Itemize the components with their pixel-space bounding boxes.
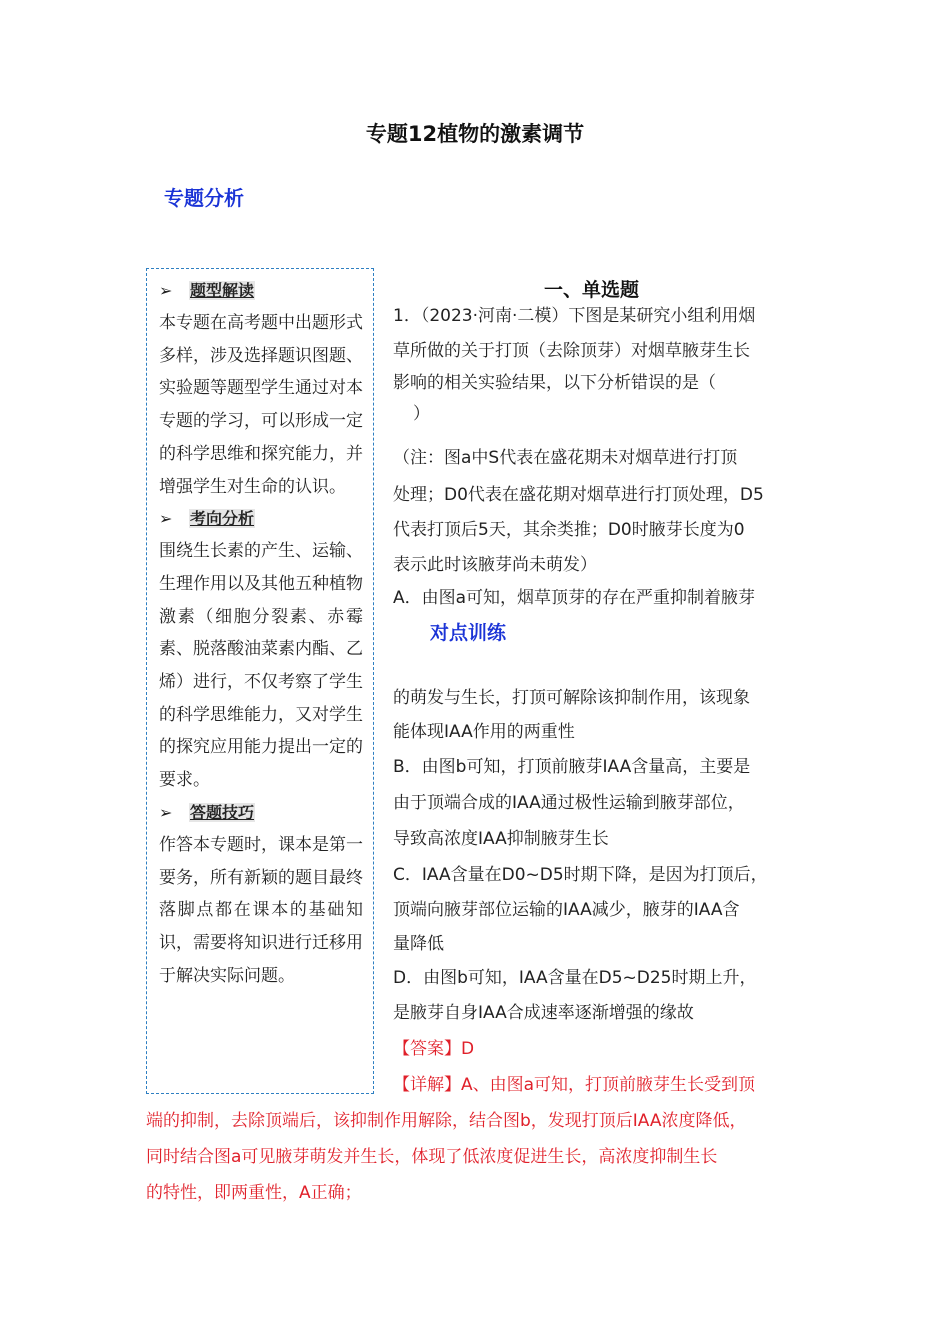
question-line: ）: [413, 404, 430, 424]
sidebar-body-exam-direction: 围绕生长素的产生、运输、生理作用以及其他五种植物激素（细胞分裂素、赤霉素、脱落酸油菜素内酯、乙烯）进行，不仅考察了学生的科学思维能力，又对学生的探究应用能力提出一定的要求。: [159, 541, 363, 791]
question-note-line: （注：图a中S代表在盛花期未对烟草进行打顶: [393, 448, 738, 468]
option-d-line: D．由图b可知，IAA含量在D5~D25时期上升，: [393, 968, 757, 988]
answer-line: 【答案】D: [393, 1039, 475, 1059]
option-a-line: A．由图a可知，烟草顶芽的存在严重抑制着腋芽: [393, 588, 756, 608]
sidebar-heading-label: 题型解读: [190, 281, 255, 300]
option-c-line: C．IAA含量在D0~D5时期下降，是因为打顶后，: [393, 865, 768, 885]
option-c-line: 顶端向腋芽部位运输的IAA减少，腋芽的IAA含: [393, 900, 740, 920]
arrow-bullet-icon: ➢: [159, 509, 173, 529]
detail-line: 端的抑制，去除顶端后，该抑制作用解除，结合图b，发现打顶后IAA浓度降低，: [146, 1111, 747, 1131]
sidebar-body-question-type: 本专题在高考题中出题形式多样，涉及选择题识图题、实验题等题型学生通过对本专题的学习，可以形成一定的科学思维和探究能力，并增强学生对生命的认识。: [159, 313, 363, 497]
question-note-line: 处理；D0代表在盛花期对烟草进行打顶处理，D5: [393, 485, 764, 505]
question-line: 1．（2023·河南·二模）下图是某研究小组利用烟: [393, 306, 756, 326]
question-line: 草所做的关于打顶（去除顶芽）对烟草腋芽生长: [393, 341, 750, 361]
option-c-line: 量降低: [393, 934, 444, 954]
question-note-line: 代表打顶后5天，其余类推；D0时腋芽长度为0: [393, 520, 745, 540]
practice-heading: 对点训练: [430, 622, 507, 644]
question-note-line: 表示此时该腋芽尚未萌发）: [393, 555, 597, 575]
option-b-line: 由于顶端合成的IAA通过极性运输到腋芽部位，: [393, 793, 745, 813]
arrow-bullet-icon: ➢: [159, 802, 173, 822]
sidebar-heading-exam-direction: [159, 503, 363, 535]
section-heading: 专题分析: [164, 186, 244, 210]
option-a-line: 的萌发与生长，打顶可解除该抑制作用，该现象: [393, 688, 750, 708]
option-b-line: B．由图b可知，打顶前腋芽IAA含量高，主要是: [393, 757, 751, 777]
document-title: 专题12植物的激素调节: [365, 122, 585, 146]
question-section-heading: 一、单选题: [544, 279, 640, 301]
option-a-line: 能体现IAA作用的两重性: [393, 722, 575, 742]
analysis-sidebar: [146, 268, 374, 1094]
sidebar-heading-label: 考向分析: [190, 509, 255, 529]
option-b-line: 导致高浓度IAA抑制腋芽生长: [393, 829, 609, 849]
option-d-line: 是腋芽自身IAA合成速率逐渐增强的缘故: [393, 1003, 694, 1023]
sidebar-heading-answer-tips: [159, 797, 363, 829]
detail-line: 的特性，即两重性，A正确；: [146, 1183, 362, 1203]
question-line: 影响的相关实验结果，以下分析错误的是（: [393, 373, 716, 393]
sidebar-heading-question-type: [159, 275, 363, 307]
sidebar-heading-label: 答题技巧: [190, 802, 255, 822]
sidebar-body-answer-tips: 作答本专题时，课本是第一要务，所有新颖的题目最终落脚点都在课本的基础知识，需要将知识进行迁移用于解决实际问题。: [159, 834, 363, 986]
arrow-bullet-icon: ➢: [159, 281, 173, 300]
detail-line: 【详解】A、由图a可知，打顶前腋芽生长受到顶: [393, 1075, 756, 1095]
detail-line: 同时结合图a可见腋芽萌发并生长，体现了低浓度促进生长，高浓度抑制生长: [146, 1147, 718, 1167]
